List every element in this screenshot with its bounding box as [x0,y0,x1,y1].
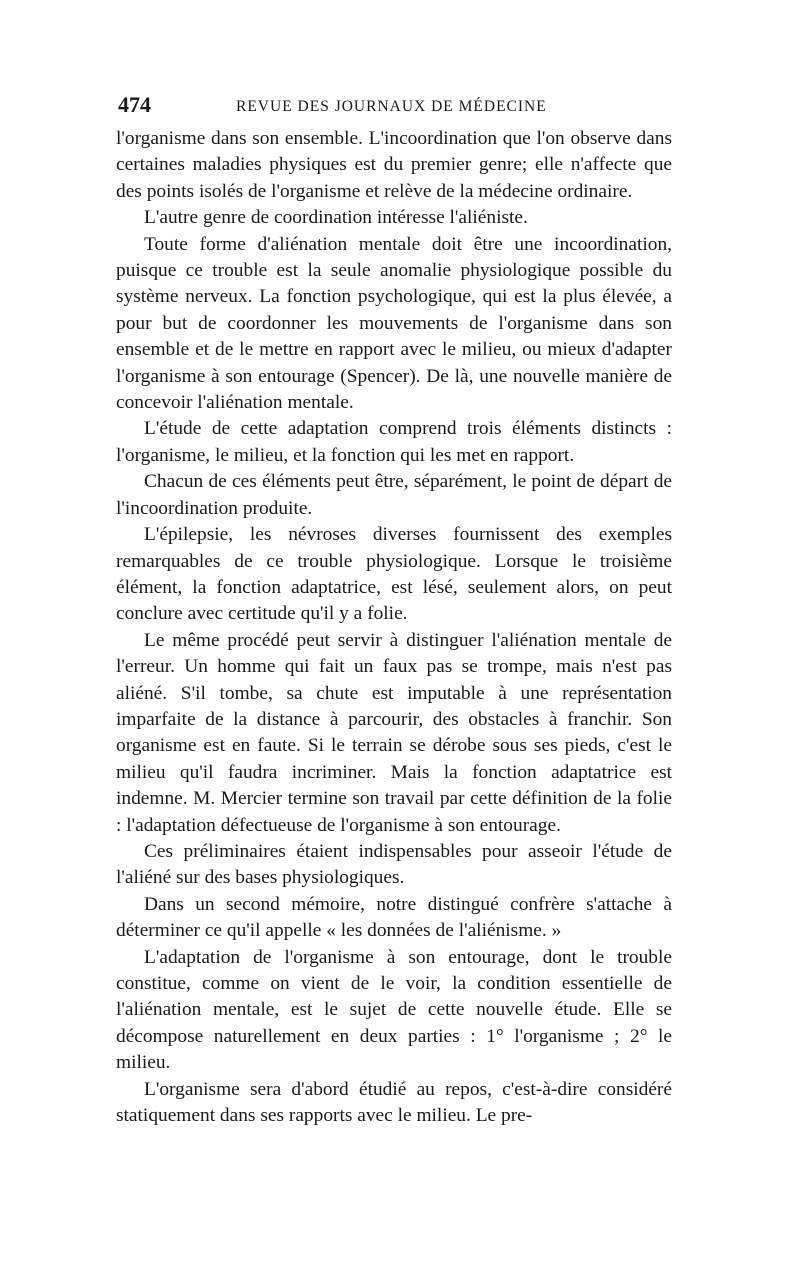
body-text [116,126,672,1129]
page-number: 474 [118,92,151,117]
paragraph: L'autre genre de coordination intéresse l'aliéniste. [144,207,528,229]
running-title: REVUE DES JOURNAUX DE MÉDECINE [236,98,547,115]
page-header [116,90,672,120]
paragraph: Dans un second mémoire, notre distingué confrère s'attache à déterminer ce qu'il appelle « les données de l'aliénisme. » [116,893,672,942]
paragraph: L'organisme sera d'abord étudié au repos, c'est-à-dire considéré statiquement dans ses rapports avec le milieu. Le pre- [116,1078,672,1127]
paragraph: L'étude de cette adaptation comprend trois éléments distincts : l'organisme, le milieu, et la fonction qui les met en rapport. [116,418,672,466]
paragraph: L'adaptation de l'organisme à son entourage, dont le trouble constitue, comme on vient de le voir, la condition essentielle de l'aliénation mentale, est le sujet de cette nouvelle étude. Elle se décompose naturellement en deux parties : 1° l'organisme ; 2° le milieu. [116,946,672,1074]
paragraph: Le même procédé peut servir à distinguer l'aliénation mentale de l'erreur. Un homme qui fait un faux pas se trompe, mais n'est pas aliéné. S'il tombe, sa chute est imputable à une représentation imparfaite de la distance à parcourir, des obstacles à franchir. Son organisme est en faute. Si le terrain se dérobe sous ses pieds, c'est le milieu qu'il faudra incriminer. Mais la fonction adaptatrice est indemne. M. Mercier termine son travail par cette définition de la folie : l'adaptation défectueuse de l'organisme à son entourage. [116,629,672,836]
paragraph: L'épilepsie, les névroses diverses fournissent des exemples remarquables de ce trouble physiologique. Lorsque le troisième élément, la fonction adaptatrice, est lésé, seulement alors, on peut conclure avec certitude qu'il y a folie. [116,524,672,625]
book-page [116,90,672,1129]
paragraph: Chacun de ces éléments peut être, séparément, le point de départ de l'incoordination produite. [116,471,672,519]
paragraph: Toute forme d'aliénation mentale doit être une incoordination, puisque ce trouble est la seule anomalie physiologique possible du système nerveux. La fonction psychologique, qui est la plus élevée, a pour but de coordonner les mouvements de l'organisme dans son ensemble et de le mettre en rapport avec le milieu, ou mieux d'adapter l'organisme à son entourage (Spencer). De là, une nouvelle manière de concevoir l'aliénation mentale. [116,233,672,414]
paragraph: Ces préliminaires étaient indispensables pour asseoir l'étude de l'aliéné sur des bases physiologiques. [116,840,672,889]
paragraph-continued: l'organisme dans son ensemble. L'incoordination que l'on observe dans certaines maladies physiques est du premier genre; elle n'affecte que des points isolés de l'organisme et relève de la médecine ordinaire. [116,128,672,202]
